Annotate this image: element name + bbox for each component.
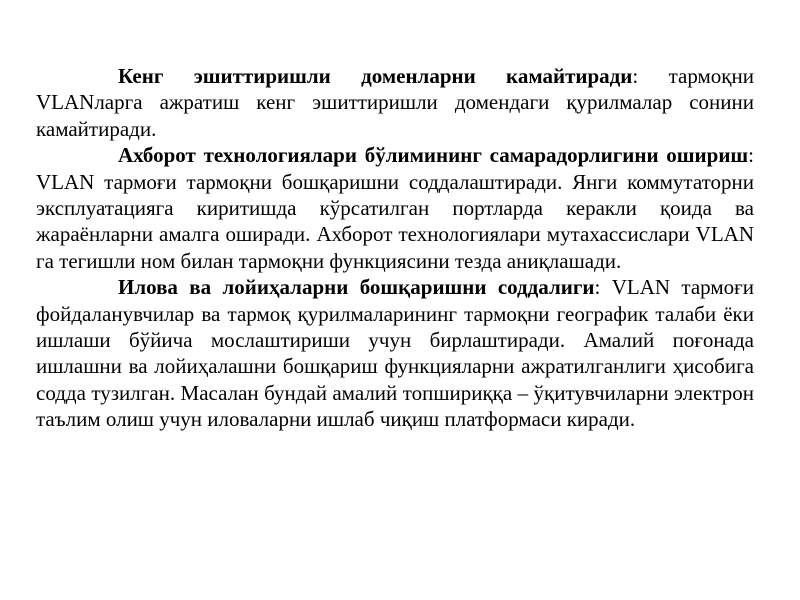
paragraph-term: Илова ва лойиҳаларни бошқаришни соддалиги	[118, 275, 595, 300]
paragraph-text: : тармоқни VLANларга ажратиш кенг эшиттиришли домендаги қурилмалар сонини камайтиради.	[36, 64, 754, 141]
paragraph-term: Ахборот технологиялари бўлимининг самарадорлигини ошириш	[118, 143, 749, 168]
paragraph-term: Кенг эшиттиришли доменларни камайтиради	[118, 64, 633, 88]
paragraph-it-efficiency	[36, 142, 754, 274]
paragraph-text: : VLAN тармоғи фойдаланувчилар ва тармоқ қурилмаларининг тармоқни географик талаби ёки ишлаши бўйича мослаштириши учун бирлаштиради. Амалий поғонада ишлашни ва лойиҳалашни бошқариш функцияларни ажратилганлиги ҳисобига содда тузилган. Масалан бундай амалий топшириққа – ўқитувчиларни электрон таълим олиш учун иловаларни ишлаб чиқиш платформаси киради.	[36, 275, 754, 432]
paragraph-text: : VLAN тармоғи тармоқни бошқаришни соддалаштиради. Янги коммутаторни эксплуатацияга киритишда кўрсатилган портларда керакли қоида ва жараёнларни амалга оширади. Ахборот технологиялари мутахассислари VLAN га тегишли ном билан тармоқни функциясини тезда аниқлашади.	[36, 143, 754, 273]
paragraph-broadcast-domains	[36, 63, 754, 142]
paragraph-app-management	[36, 274, 754, 432]
document-page	[36, 63, 754, 433]
